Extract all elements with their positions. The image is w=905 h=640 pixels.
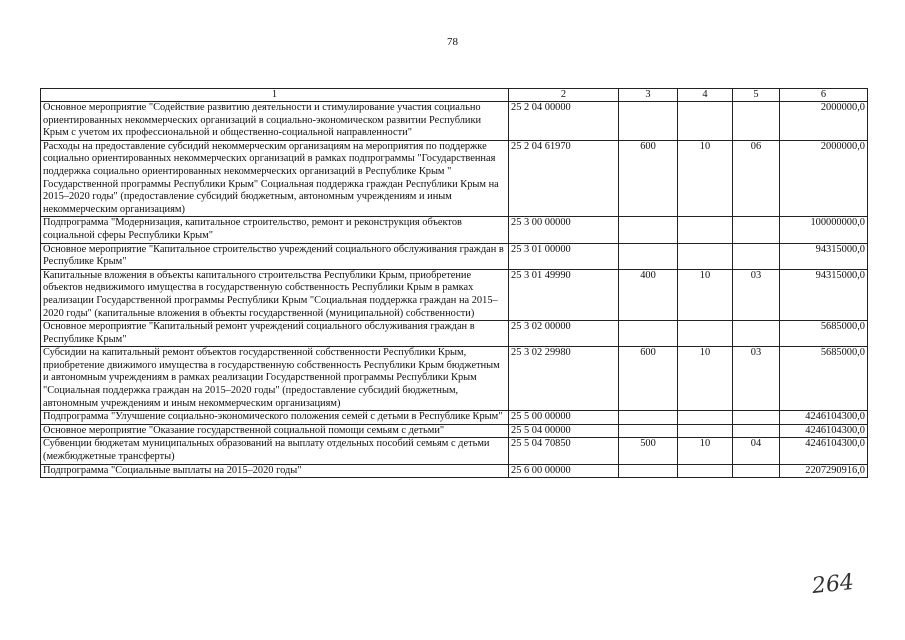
row-description: Основное мероприятие "Содействие развитию деятельности и стимулирование участия социально ориентированных некоммерческих организаций в социально-экономическом развитии Республики Крым с учетом их профессиональной и общественно-социальной направленности" bbox=[41, 102, 509, 141]
header-col-6: 6 bbox=[780, 89, 868, 102]
table-row bbox=[41, 464, 868, 478]
row-code: 25 6 00 00000 bbox=[509, 464, 619, 478]
row-description: Основное мероприятие "Капитальное строительство учреждений социального обслуживания граждан в Республике Крым" bbox=[41, 243, 509, 269]
row-col-3: 600 bbox=[619, 347, 678, 411]
row-amount: 100000000,0 bbox=[780, 217, 868, 243]
table-row bbox=[41, 321, 868, 347]
row-amount: 94315000,0 bbox=[780, 243, 868, 269]
row-col-5: 03 bbox=[733, 347, 780, 411]
row-code: 25 2 04 61970 bbox=[509, 140, 619, 217]
row-col-5: 03 bbox=[733, 269, 780, 320]
table-row bbox=[41, 217, 868, 243]
row-amount: 5685000,0 bbox=[780, 347, 868, 411]
header-col-5: 5 bbox=[733, 89, 780, 102]
row-amount: 2000000,0 bbox=[780, 102, 868, 141]
handwritten-page-mark: 264 bbox=[810, 569, 856, 600]
page-number: 78 bbox=[447, 36, 458, 48]
row-col-4 bbox=[678, 321, 733, 347]
row-code: 25 3 02 00000 bbox=[509, 321, 619, 347]
row-col-5 bbox=[733, 411, 780, 425]
row-col-3: 500 bbox=[619, 438, 678, 464]
table-row bbox=[41, 102, 868, 141]
row-col-3 bbox=[619, 102, 678, 141]
table-row bbox=[41, 243, 868, 269]
row-col-4: 10 bbox=[678, 269, 733, 320]
budget-table bbox=[40, 88, 868, 478]
row-description: Субсидии на капитальный ремонт объектов государственной собственности Республики Крым, приобретение движимого имущества в государственную собственность Республики Крым бюджетным и автономным учреждениям в рамках реализации Государственной программы Республики Крым "Социальная поддержка граждан на 2015–2020 годы" (предоставление субсидий бюджетным, автономным учреждениям и иным некоммерческим организациям) bbox=[41, 347, 509, 411]
header-row bbox=[41, 89, 868, 102]
table-row bbox=[41, 140, 868, 217]
row-amount: 4246104300,0 bbox=[780, 411, 868, 425]
table-row bbox=[41, 347, 868, 411]
row-code: 25 3 01 00000 bbox=[509, 243, 619, 269]
row-description: Подпрограмма "Модернизация, капитальное строительство, ремонт и реконструкция объектов социальной сферы Республики Крым" bbox=[41, 217, 509, 243]
row-col-3 bbox=[619, 411, 678, 425]
row-col-5 bbox=[733, 464, 780, 478]
table-row bbox=[41, 269, 868, 320]
row-description: Субвенции бюджетам муниципальных образований на выплату отдельных пособий семьям с детьми (межбюджетные трансферты) bbox=[41, 438, 509, 464]
row-amount: 2207290916,0 bbox=[780, 464, 868, 478]
header-col-3: 3 bbox=[619, 89, 678, 102]
row-description: Подпрограмма "Социальные выплаты на 2015–2020 годы" bbox=[41, 464, 509, 478]
header-col-1: 1 bbox=[41, 89, 509, 102]
row-col-3 bbox=[619, 243, 678, 269]
row-code: 25 3 00 00000 bbox=[509, 217, 619, 243]
header-col-2: 2 bbox=[509, 89, 619, 102]
row-col-4 bbox=[678, 424, 733, 438]
row-code: 25 5 04 00000 bbox=[509, 424, 619, 438]
table-row bbox=[41, 424, 868, 438]
row-col-5 bbox=[733, 243, 780, 269]
row-col-5 bbox=[733, 102, 780, 141]
row-code: 25 3 01 49990 bbox=[509, 269, 619, 320]
row-amount: 94315000,0 bbox=[780, 269, 868, 320]
row-description: Основное мероприятие "Оказание государственной социальной помощи семьям с детьми" bbox=[41, 424, 509, 438]
row-col-4: 10 bbox=[678, 438, 733, 464]
row-col-4 bbox=[678, 464, 733, 478]
row-col-4 bbox=[678, 217, 733, 243]
row-col-3 bbox=[619, 321, 678, 347]
row-col-5 bbox=[733, 424, 780, 438]
row-col-3 bbox=[619, 217, 678, 243]
row-code: 25 5 04 70850 bbox=[509, 438, 619, 464]
row-amount: 5685000,0 bbox=[780, 321, 868, 347]
row-amount: 2000000,0 bbox=[780, 140, 868, 217]
row-col-5: 06 bbox=[733, 140, 780, 217]
table-row bbox=[41, 411, 868, 425]
row-amount: 4246104300,0 bbox=[780, 424, 868, 438]
row-code: 25 2 04 00000 bbox=[509, 102, 619, 141]
row-col-5: 04 bbox=[733, 438, 780, 464]
row-description: Основное мероприятие "Капитальный ремонт учреждений социального обслуживания граждан в Республике Крым" bbox=[41, 321, 509, 347]
row-code: 25 5 00 00000 bbox=[509, 411, 619, 425]
row-col-4 bbox=[678, 411, 733, 425]
row-col-4 bbox=[678, 243, 733, 269]
row-col-5 bbox=[733, 217, 780, 243]
row-col-4: 10 bbox=[678, 140, 733, 217]
row-col-3: 600 bbox=[619, 140, 678, 217]
row-col-5 bbox=[733, 321, 780, 347]
row-description: Подпрограмма "Улучшение социально-экономического положения семей с детьми в Республике Крым" bbox=[41, 411, 509, 425]
row-description: Расходы на предоставление субсидий некоммерческим организациям на мероприятия по поддержке социально ориентированных некоммерческих организаций в рамках подпрограммы "Государственная поддержка социально ориентированных некоммерческих организаций в Республике Крым " Государственной программы Республики Крым" Социальная поддержка граждан Республики Крым на 2015–2020 годы" (предоставление субсидий бюджетным, автономным учреждениям и иным некоммерческим организациям) bbox=[41, 140, 509, 217]
row-amount: 4246104300,0 bbox=[780, 438, 868, 464]
header-col-4: 4 bbox=[678, 89, 733, 102]
row-col-3 bbox=[619, 424, 678, 438]
row-code: 25 3 02 29980 bbox=[509, 347, 619, 411]
row-col-3: 400 bbox=[619, 269, 678, 320]
row-col-3 bbox=[619, 464, 678, 478]
row-description: Капитальные вложения в объекты капитального строительства Республики Крым, приобретение объектов недвижимого имущества в государственную собственность Республики Крым в рамках реализации Государственной программы Республики Крым "Социальная поддержка граждан на 2015–2020 годы" (капитальные вложения в объекты государственной (муниципальной) собственности) bbox=[41, 269, 509, 320]
table-row bbox=[41, 438, 868, 464]
row-col-4: 10 bbox=[678, 347, 733, 411]
row-col-4 bbox=[678, 102, 733, 141]
